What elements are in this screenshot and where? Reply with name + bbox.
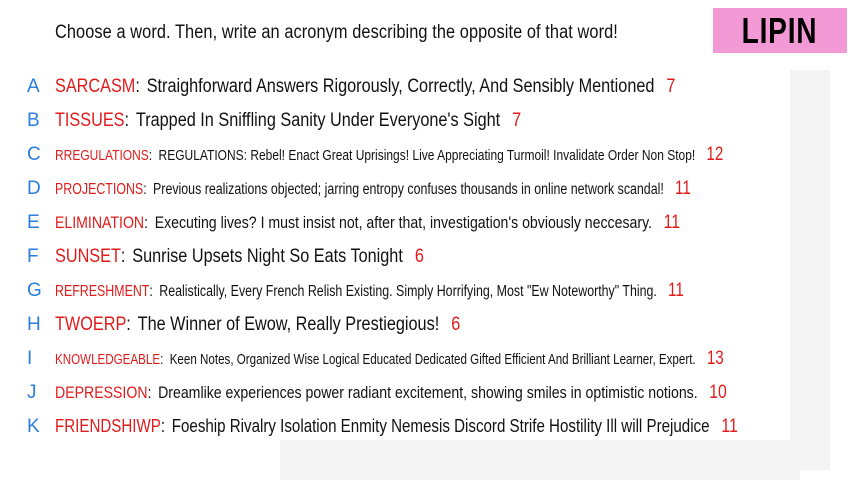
item-count: 7 bbox=[512, 110, 522, 131]
item-word: RREGULATIONS bbox=[55, 147, 149, 164]
item-acronym: Straighforward Answers Rigorously, Correctly, And Sensibly Mentioned bbox=[146, 76, 655, 97]
prompt-text: Choose a word. Then, write an acronym describing the opposite of that word! bbox=[55, 22, 618, 43]
item-letter: G bbox=[27, 280, 42, 301]
item-count: 6 bbox=[414, 246, 424, 267]
item-letter: H bbox=[27, 314, 41, 335]
nameplate-label: LIPIN bbox=[742, 9, 818, 51]
item-letter: A bbox=[27, 76, 40, 97]
item-letter: B bbox=[27, 110, 40, 131]
background-decoration bbox=[790, 70, 830, 470]
item-letter: K bbox=[27, 416, 40, 437]
item-count: 6 bbox=[451, 314, 461, 335]
item-word: REFRESHMENT bbox=[55, 283, 150, 300]
item-count: 11 bbox=[721, 416, 738, 437]
item-acronym: Foeship Rivalry Isolation Enmity Nemesis Discord Strife Hostility Ill will Prejudice bbox=[171, 416, 710, 436]
item-word: ELIMINATION bbox=[55, 213, 145, 232]
item-letter: J bbox=[27, 382, 37, 403]
item-count: 11 bbox=[668, 280, 684, 301]
item-word: SARCASM bbox=[55, 76, 136, 97]
item-acronym: Trapped In Sniffling Sanity Under Everyone's Sight bbox=[135, 110, 501, 131]
item-acronym: Keen Notes, Organized Wise Logical Educated Dedicated Gifted Efficient And Brilliant Learner, Expert. bbox=[169, 352, 696, 368]
nameplate bbox=[713, 8, 847, 53]
item-count: 10 bbox=[709, 382, 727, 403]
item-count: 12 bbox=[706, 144, 724, 165]
item-word: PROJECTIONS bbox=[55, 181, 144, 198]
item-acronym: Dreamlike experiences power radiant excitement, showing smiles in optimistic notions. bbox=[158, 383, 698, 402]
item-word: FRIENDSHIWP bbox=[55, 416, 161, 436]
background-decoration bbox=[280, 440, 800, 480]
item-count: 13 bbox=[706, 348, 724, 369]
item-letter: D bbox=[27, 178, 41, 199]
item-letter: E bbox=[27, 212, 40, 233]
item-acronym: The Winner of Ewow, Really Prestiegious! bbox=[137, 314, 440, 335]
item-word: DEPRESSION bbox=[55, 383, 148, 402]
item-acronym: Sunrise Upsets Night So Eats Tonight bbox=[132, 246, 403, 267]
item-acronym: REGULATIONS: Rebel! Enact Great Uprisings! Live Appreciating Turmoil! Invalidate Order Non Stop! bbox=[158, 147, 696, 164]
item-acronym: Realistically, Every French Relish Existing. Simply Horrifying, Most "Ew Noteworthy" Thing. bbox=[159, 283, 657, 300]
item-word: SUNSET bbox=[55, 246, 121, 267]
item-letter: F bbox=[27, 246, 39, 267]
item-count: 11 bbox=[675, 178, 691, 199]
item-acronym: Previous realizations objected; jarring entropy confuses thousands in online network scandal! bbox=[153, 181, 664, 198]
item-letter: C bbox=[27, 144, 41, 165]
item-word: TISSUES bbox=[55, 110, 125, 131]
slide: Choose a word. Then, write an acronym describing the opposite of that word! LIPIN A SARCASM : Straighforward Answers Rigorously, Correctly, And Sensibly Mentioned 7 B TISSUES : Trapped In Sniffling Sanity Under Everyone's Sight 7 C RREGULATIONS : REGULATIONS: Rebel! Enact Great Uprisings! Live Appreciating Turmoil! Invalidate Order Non Stop! 12 D PROJECTIONS : Previous realizations objected; jarring entropy confuses thousands in online network scandal! 11 E ELIMINATION : Executing lives? I must insist not, after that, investigation's obviously neccesary. 11 F SUNSET : Sunrise Upsets Night So Eats Tonight 6 G REFRESHMENT : Realistically, Every French Relish Existing. Simply Horrifying, Most "Ew Noteworthy" Thing. 11 H TWOERP : The Winner of Ewow, Really Prestiegious! 6 I KNOWLEDGEABLE : Keen Notes, Organized Wise Logical Educated Dedicated Gifted Efficient And Brilliant Learner, Expert. 13 J DEPRESSION : Dreamlike experiences power radiant excitement, showing smiles in optimistic notions. 10 K FRIENDSHIWP : Foeship Rivalry Isolation Enmity Nemesis Discord Strife Hostility Ill will Prejudice 11 bbox=[0, 0, 853, 480]
item-word: KNOWLEDGEABLE bbox=[55, 352, 161, 368]
item-count: 11 bbox=[663, 212, 681, 233]
item-word: TWOERP bbox=[55, 314, 127, 335]
item-letter: I bbox=[27, 348, 33, 369]
item-acronym: Executing lives? I must insist not, after that, investigation's obviously neccesary. bbox=[154, 213, 653, 232]
item-count: 7 bbox=[666, 76, 676, 97]
